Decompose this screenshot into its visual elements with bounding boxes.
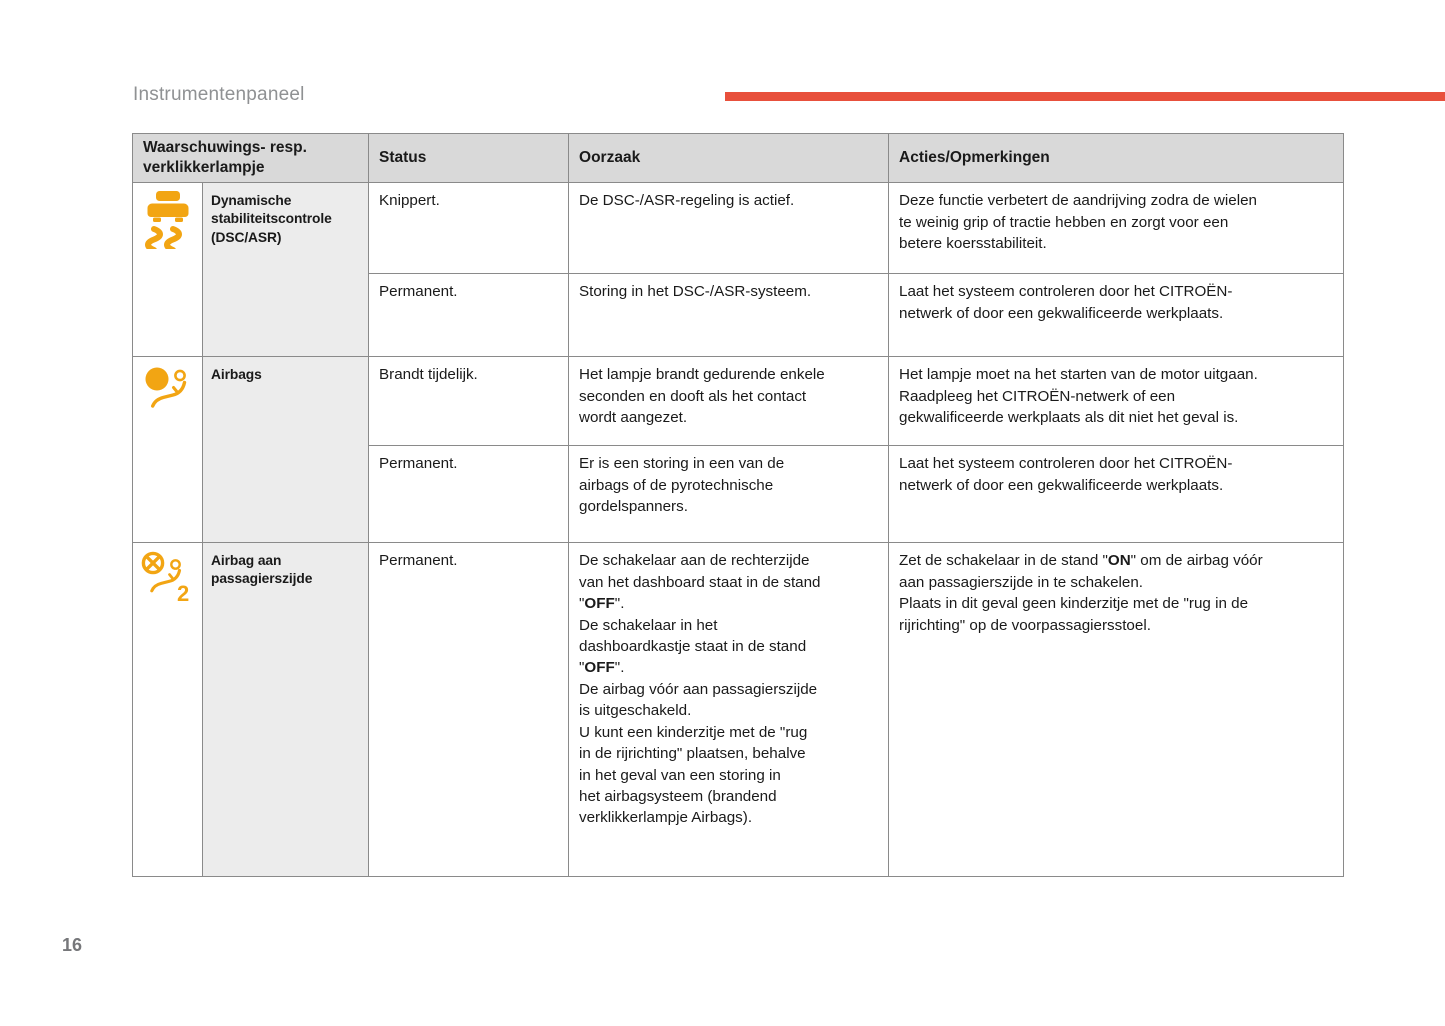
col-header-warning-lamp: Waarschuwings- resp. verklikkerlampje	[133, 134, 369, 183]
page-number: 16	[62, 935, 83, 955]
svg-text:2: 2	[176, 581, 189, 606]
dsc-asr-warning-icon	[145, 191, 191, 249]
status-cell: Permanent.	[369, 274, 569, 357]
table-row	[133, 357, 1344, 446]
table-header-row	[133, 134, 1344, 183]
action-cell: Zet de schakelaar in de stand "ON" om de airbag vóór aan passagierszijde in te schakelen. Plaats in dit geval geen kinderzitje met de "rug in de rijrichting" op de voorpassagiersstoel.	[889, 543, 1344, 877]
accent-bar	[725, 92, 1445, 101]
status-cell: Brandt tijdelijk.	[369, 357, 569, 446]
cause-cell: De schakelaar aan de rechterzijde van het dashboard staat in de stand "OFF". De schakelaar in het dashboardkastje staat in de stand "OFF". De airbag vóór aan passagierszijde is uitgeschakeld. U kunt een kinderzitje met de "rug in de rijrichting" plaatsen, behalve in het geval van een storing in het airbagsysteem (brandend verklikkerlampje Airbags).	[569, 543, 889, 877]
status-cell: Permanent.	[369, 446, 569, 543]
col-header-cause: Oorzaak	[569, 134, 889, 183]
passenger-airbag-off-icon-cell	[133, 543, 203, 877]
warning-lamps-table	[132, 133, 1344, 877]
lamp-label: Airbags	[203, 357, 369, 543]
cause-cell: De DSC-/ASR-regeling is actief.	[569, 183, 889, 274]
status-cell: Knippert.	[369, 183, 569, 274]
dsc-asr-icon-cell	[133, 183, 203, 357]
lamp-label: Dynamische stabiliteitscontrole (DSC/ASR)	[203, 183, 369, 357]
action-cell: Deze functie verbetert de aandrijving zodra de wielen te weinig grip of tractie hebben en zorgt voor een betere koersstabiliteit.	[889, 183, 1344, 274]
table-row	[133, 543, 1344, 877]
airbag-warning-icon	[142, 365, 194, 415]
action-cell: Laat het systeem controleren door het CITROËN- netwerk of door een gekwalificeerde werkplaats.	[889, 446, 1344, 543]
cause-cell: Storing in het DSC-/ASR-systeem.	[569, 274, 889, 357]
page-title: Instrumentenpaneel	[133, 84, 305, 105]
cause-cell: Er is een storing in een van de airbags of de pyrotechnische gordelspanners.	[569, 446, 889, 543]
lamp-label: Airbag aan passagierszijde	[203, 543, 369, 877]
table-row	[133, 183, 1344, 274]
action-cell: Laat het systeem controleren door het CITROËN- netwerk of door een gekwalificeerde werkplaats.	[889, 274, 1344, 357]
col-header-status: Status	[369, 134, 569, 183]
col-header-actions: Acties/Opmerkingen	[889, 134, 1344, 183]
cause-cell: Het lampje brandt gedurende enkele seconden en dooft als het contact wordt aangezet.	[569, 357, 889, 446]
status-cell: Permanent.	[369, 543, 569, 877]
airbag-icon-cell	[133, 357, 203, 543]
passenger-airbag-off-icon	[140, 551, 196, 605]
action-cell: Het lampje moet na het starten van de motor uitgaan. Raadpleeg het CITROËN-netwerk of een gekwalificeerde werkplaats als dit niet het geval is.	[889, 357, 1344, 446]
